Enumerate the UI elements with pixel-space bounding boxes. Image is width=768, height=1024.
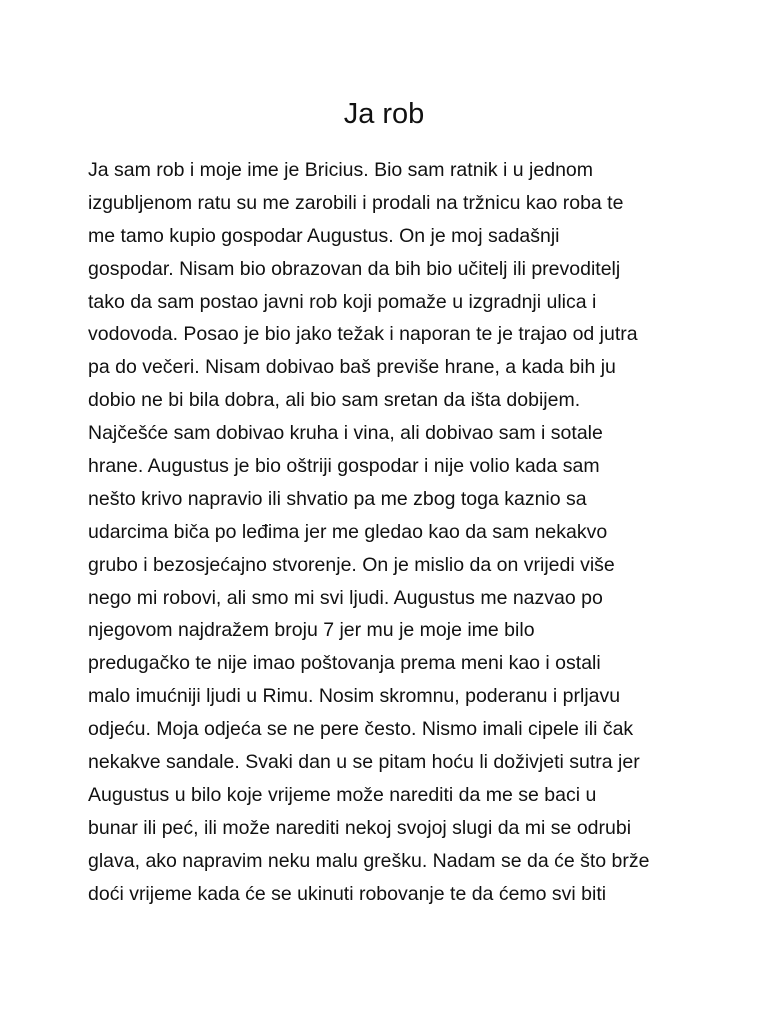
body-line: grubo i bezosjećajno stvorenje. On je mislio da on vrijedi više	[88, 553, 615, 576]
body-line: nešto krivo napravio ili shvatio pa me zbog toga kaznio sa	[88, 487, 587, 510]
body-line: malo imućniji ljudi u Rimu. Nosim skromnu, poderanu i prljavu	[88, 685, 621, 708]
body-line: dobio ne bi bila dobra, ali bio sam sretan da išta dobijem.	[88, 389, 581, 412]
body-line: njegovom najdražem broju 7 jer mu je moje ime bilo	[88, 619, 535, 642]
body-line: tako da sam postao javni rob koji pomaže u izgradnji ulica i	[88, 290, 597, 313]
body-line: hrane. Augustus je bio oštriji gospodar i nije volio kada sam	[88, 455, 600, 478]
document-body	[88, 154, 688, 910]
body-line: nekakve sandale. Svaki dan u se pitam hoću li doživjeti sutra jer	[88, 751, 640, 774]
document-title: Ja rob	[343, 98, 425, 130]
body-line: odjeću. Moja odjeća se ne pere često. Nismo imali cipele ili čak	[88, 718, 634, 741]
body-line: predugačko te nije imao poštovanja prema meni kao i ostali	[88, 652, 601, 675]
body-line: gospodar. Nisam bio obrazovan da bih bio učitelj ili prevoditelj	[88, 257, 621, 280]
body-line: Ja sam rob i moje ime je Bricius. Bio sam ratnik i u jednom	[88, 159, 594, 181]
body-line: doći vrijeme kada će se ukinuti robovanje te da ćemo svi biti	[88, 882, 607, 905]
body-line: Augustus u bilo koje vrijeme može narediti da me se baci u	[88, 783, 597, 806]
body-line: nego mi robovi, ali smo mi svi ljudi. Augustus me nazvao po	[88, 586, 603, 609]
body-line: bunar ili peć, ili može narediti nekoj svojoj slugi da mi se odrubi	[88, 816, 632, 839]
body-line: glava, ako napravim neku malu grešku. Nadam se da će što brže	[88, 849, 650, 872]
body-line: pa do večeri. Nisam dobivao baš previše hrane, a kada bih ju	[88, 356, 616, 379]
body-line: vodovoda. Posao je bio jako težak i naporan te je trajao od jutra	[88, 323, 638, 346]
body-line: udarcima biča po leđima jer me gledao kao da sam nekakvo	[88, 520, 608, 543]
body-line: me tamo kupio gospodar Augustus. On je moj sadašnji	[88, 224, 560, 247]
body-line: Najčešće sam dobivao kruha i vina, ali dobivao sam i sotale	[88, 422, 603, 445]
body-line: izgubljenom ratu su me zarobili i prodali na tržnicu kao roba te	[88, 191, 624, 214]
